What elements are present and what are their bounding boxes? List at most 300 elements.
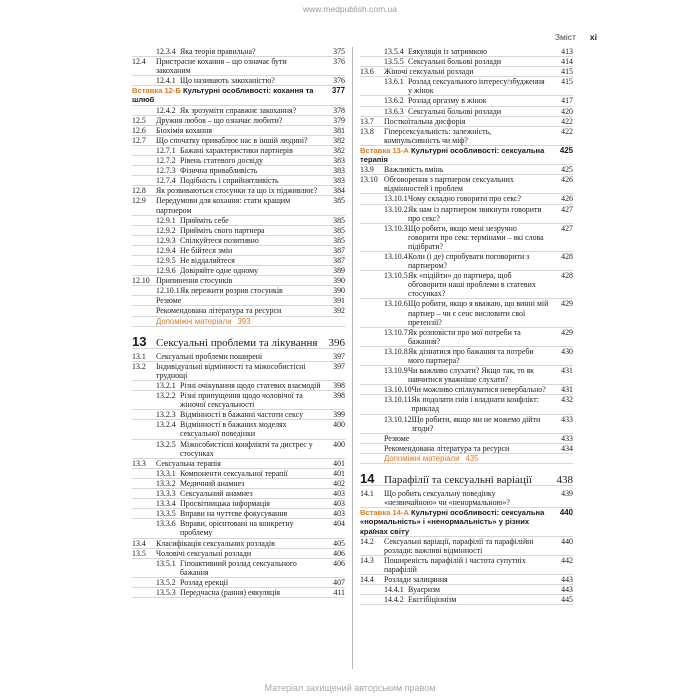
toc-title: Подібність і сприйнятливість: [180, 176, 279, 186]
toc-number: 14.4: [360, 574, 374, 584]
toc-page: 429: [561, 299, 573, 309]
toc-number: 13.10.6: [384, 299, 408, 309]
toc-page: 403: [333, 509, 345, 519]
toc-page: 384: [333, 186, 345, 196]
toc-page: 382: [333, 145, 345, 155]
toc-page: 422: [561, 116, 573, 126]
toc-title: Як розповісти про мої потреби та бажання?: [408, 327, 521, 346]
toc-page: 390: [333, 286, 345, 296]
toc-page: 431: [561, 385, 573, 395]
toc-title: Обговорення з партнером сексуальних відмінностей і проблем: [384, 175, 514, 194]
toc-number: 13.3.2: [156, 478, 176, 488]
toc-subsection: [132, 266, 345, 276]
toc-page: 422: [561, 126, 573, 136]
toc-number: 13.2: [132, 361, 146, 371]
toc-subsection: [132, 499, 345, 509]
toc-section: [132, 362, 345, 381]
toc-number: 12.4: [132, 57, 146, 67]
toc-subsection: [360, 77, 573, 96]
toc-number: 12.4.2: [156, 105, 176, 115]
toc-page: 391: [333, 296, 345, 306]
toc-page: 411: [333, 587, 345, 597]
toc-number: 13.10.8: [384, 346, 408, 356]
toc-page: 442: [561, 555, 573, 565]
toc-title: Відмінності в бажаних моделях сексуальної поведінки: [180, 420, 287, 439]
toc-title: Індивідуальні відмінності та міжособистісні труднощі: [156, 361, 306, 380]
chapter-heading: [132, 333, 345, 349]
toc-page: 445: [561, 595, 573, 605]
inset-title-text: Культурні особливості: сексуальна «нормальність» і «ненормальність» у різних країнах світу: [360, 508, 545, 536]
toc-number: 13.3: [132, 458, 146, 468]
toc-page: 403: [333, 489, 345, 499]
toc-subsection: [132, 106, 345, 116]
toc-number: 12.9.5: [156, 255, 176, 265]
toc-right-column: [360, 47, 573, 677]
toc-title: Як дізнатися про бажання та потреби мого партнера?: [408, 346, 534, 365]
toc-subsection: [360, 252, 573, 271]
toc-number: 13.4: [132, 538, 146, 548]
toc-page: 385: [333, 235, 345, 245]
toc-section: [132, 276, 345, 286]
toc-title: Сексуальні больові розлади: [408, 106, 502, 116]
toc-page: 401: [333, 458, 345, 468]
toc-number: 13.5.1: [156, 558, 176, 568]
toc-subsection: [132, 246, 345, 256]
toc-page: 383: [333, 156, 345, 166]
toc-subsection: [132, 469, 345, 479]
toc-subsection: [132, 236, 345, 246]
toc-title: Як «підійти» до партнера, щоб обговорити наші проблеми в статевих стосунках?: [408, 271, 536, 299]
toc-subsection: [360, 205, 573, 224]
toc-number: 13.10.3: [384, 223, 408, 233]
supplementary-label: [132, 317, 345, 326]
toc-page: 387: [333, 245, 345, 255]
toc-title: Посткоїтальна дисфорія: [384, 116, 466, 126]
toc-page: 433: [561, 414, 573, 424]
toc-title: Рекомендована література та ресурси: [384, 443, 510, 453]
toc-title: Медичний анамнез: [180, 478, 245, 488]
toc-section: [360, 127, 573, 146]
toc-title: Як нам із партнером звикнути говорити про секс?: [408, 204, 542, 223]
inset-title-text: Культурні особливості: сексуальна терапія: [360, 145, 545, 165]
toc-number: 12.9.6: [156, 266, 176, 276]
toc-number: 13.10.9: [384, 366, 408, 376]
toc-title: Що робити, якщо ми не можемо дійти згоди?: [411, 414, 541, 433]
toc-number: 12.9.2: [156, 225, 176, 235]
toc-page: 432: [561, 395, 573, 405]
toc-page: 389: [333, 266, 345, 276]
toc-subsection: [132, 76, 345, 86]
chapter-page: 438: [556, 474, 573, 487]
supplementary-title: Допоміжні матеріали: [156, 316, 232, 326]
toc-subsection: [132, 509, 345, 519]
toc-title: Як розвиваються стосунки та що їх підживлює?: [156, 186, 318, 196]
toc-subsection: [132, 559, 345, 578]
toc-page: 405: [333, 538, 345, 548]
toc-number: 13.10.10: [384, 385, 412, 395]
toc-title: Дружня любов – що означає любити?: [156, 115, 283, 125]
toc-title: Чоловічі сексуальні розлади: [156, 548, 252, 558]
toc-section: [132, 57, 345, 76]
toc-section: [132, 126, 345, 136]
toc-page: 390: [333, 276, 345, 286]
toc-page: 415: [561, 67, 573, 77]
toc-title: Просвітницька інформація: [180, 499, 270, 509]
toc-number: 13.2.3: [156, 410, 176, 420]
toc-number: 13.3.3: [156, 489, 176, 499]
toc-subsection: [360, 224, 573, 252]
toc-page: 400: [333, 439, 345, 449]
toc-title: Не бійтеся змін: [180, 245, 233, 255]
toc-page: 427: [561, 204, 573, 214]
toc-title: Міжособистісні конфлікти та дистрес у стосунках: [180, 439, 313, 458]
toc-number: 13.5.2: [156, 577, 176, 587]
toc-subsection: [132, 156, 345, 166]
toc-section: [360, 117, 573, 127]
toc-title: Не віддаляйтеся: [180, 255, 235, 265]
toc-page: 400: [333, 420, 345, 430]
supplementary-label: [360, 454, 573, 463]
toc-title: Сексуальна терапія: [156, 458, 221, 468]
toc-page: 402: [333, 478, 345, 488]
inset-title-text: Культурні особливості: кохання та шлюб: [132, 86, 314, 105]
toc-page: 439: [561, 489, 573, 499]
toc-page: 382: [333, 135, 345, 145]
toc-number: 12.5: [132, 115, 146, 125]
toc-page: 387: [333, 255, 345, 265]
toc-title: Розлад сексуального інтересу/збудження у жінок: [408, 77, 545, 96]
supplementary-page: 435: [465, 453, 479, 463]
toc-number: 12.4.1: [156, 76, 176, 86]
toc-entry-backmatter: [132, 306, 345, 316]
toc-number: 13.3.6: [156, 519, 176, 529]
toc-section: [132, 186, 345, 196]
toc-page: 425: [559, 145, 573, 155]
toc-page: 399: [333, 410, 345, 420]
supplementary-page: 393: [237, 316, 251, 326]
supplementary-materials: [132, 317, 345, 327]
toc-subsection: [360, 107, 573, 117]
toc-subsection: [360, 299, 573, 327]
toc-title: Сексуальний анамнез: [180, 489, 253, 499]
toc-title: Припинення стосунків: [156, 276, 233, 286]
toc-number: 13.2.2: [156, 391, 176, 401]
toc-subsection: [360, 96, 573, 106]
section-title: Зміст: [554, 32, 576, 42]
toc-number: 12.9.1: [156, 215, 176, 225]
toc-number: 12.9.3: [156, 235, 176, 245]
toc-number: 12.7.2: [156, 156, 176, 166]
toc-title: Рівень статевого досвіду: [180, 156, 263, 166]
toc-section: [360, 165, 573, 175]
toc-number: 12.7.4: [156, 176, 176, 186]
toc-page: 433: [561, 433, 573, 443]
toc-title: Передчасна (рання) еякуляція: [180, 587, 281, 597]
chapter-page: 396: [328, 336, 345, 349]
toc-number: 14.1: [360, 489, 374, 499]
running-header: [555, 32, 597, 42]
toc-subsection: [360, 366, 573, 385]
toc-title: Як зрозуміти справжнє закохання?: [180, 105, 297, 115]
toc-section: [360, 575, 573, 585]
toc-page: 440: [561, 536, 573, 546]
toc-number: 13.2.1: [156, 381, 176, 390]
toc-subsection: [132, 286, 345, 296]
chapter-number: 14: [360, 471, 375, 487]
toc-inset: [360, 146, 573, 165]
toc-section: [360, 489, 573, 508]
toc-number: 13.6.3: [384, 106, 404, 116]
toc-page: 385: [333, 196, 345, 206]
toc-section: [132, 539, 345, 549]
toc-section: [132, 116, 345, 126]
toc-subsection: [132, 176, 345, 186]
toc-number: 12.6: [132, 125, 146, 135]
toc-subsection: [360, 395, 573, 414]
toc-title: Прийміть свого партнера: [180, 225, 265, 235]
toc-inset: [360, 508, 573, 536]
toc-subsection: [132, 226, 345, 236]
supplementary-materials: [360, 454, 573, 464]
toc-page: 430: [561, 346, 573, 356]
toc-title: Компоненти сексуальної терапії: [180, 468, 288, 478]
toc-page: 420: [561, 106, 573, 116]
toc-title: Резюме: [156, 296, 182, 306]
toc-subsection: [360, 271, 573, 299]
toc-section: [360, 537, 573, 556]
toc-number: 13.3.1: [156, 468, 176, 478]
toc-subsection: [360, 415, 573, 434]
toc-title: Коли (і де) спробувати поговорити з партнером?: [408, 251, 530, 271]
toc-number: 12.7.3: [156, 166, 176, 176]
toc-subsection: [132, 391, 345, 410]
toc-page: 443: [561, 585, 573, 595]
inset-tag: Вставка 14-А: [360, 508, 409, 518]
toc-page: 415: [561, 77, 573, 87]
toc-subsection: [132, 588, 345, 598]
toc-title: Гіперсексуальність: залежність, компульсивність чи міф?: [384, 126, 492, 145]
toc-subsection: [132, 440, 345, 459]
toc-subsection: [360, 595, 573, 605]
toc-subsection: [132, 479, 345, 489]
toc-section: [132, 196, 345, 215]
toc-subsection: [132, 47, 345, 57]
toc-page: 398: [333, 391, 345, 401]
toc-title: Передумови для кохання: стати кращим партнером: [156, 196, 291, 215]
toc-number: 12.8: [132, 186, 146, 196]
toc-number: 13.10.4: [384, 251, 408, 261]
toc-entry-backmatter: [132, 296, 345, 306]
toc-title: Прийміть себе: [180, 215, 229, 225]
toc-page: 376: [333, 57, 345, 67]
toc-page: 381: [333, 125, 345, 135]
toc-subsection: [132, 410, 345, 420]
toc-section: [360, 556, 573, 575]
toc-number: 13.3.5: [156, 509, 176, 519]
toc-title: Розлад оргазму в жінок: [408, 96, 487, 106]
toc-title: Важливість вмінь: [384, 165, 444, 175]
toc-title: Спілкуйтеся позитивно: [180, 235, 259, 245]
toc-title: Розлади залицяння: [384, 574, 448, 584]
site-url: www.medpublish.com.ua: [302, 4, 397, 14]
toc-title: Сексуальні проблеми поширені: [156, 351, 263, 361]
toc-number: 13.6: [360, 67, 374, 77]
toc-number: 13.9: [360, 165, 374, 175]
toc-title: Ексгібіціонізм: [408, 595, 457, 605]
toc-subsection: [360, 57, 573, 67]
toc-title: Еякуляція із затримкою: [408, 47, 488, 56]
toc-subsection: [360, 328, 573, 347]
toc-page: 413: [561, 47, 573, 56]
toc-entry-backmatter: [360, 434, 573, 444]
toc-title: Вправи, орієнтовані на конкретну проблему: [180, 519, 294, 538]
toc-number: 13.7: [360, 116, 374, 126]
toc-page: 426: [561, 194, 573, 204]
toc-page: 425: [561, 165, 573, 175]
toc-page: 397: [333, 361, 345, 371]
toc-page: 427: [561, 223, 573, 233]
toc-subsection: [132, 146, 345, 156]
toc-page: 398: [333, 381, 345, 390]
toc-page: 428: [561, 251, 573, 261]
toc-title: Що робить сексуальну поведінку «незвичайною» чи «ненормальною»?: [384, 489, 510, 508]
toc-page: 385: [333, 225, 345, 235]
toc-subsection: [132, 216, 345, 226]
toc-subsection: [360, 347, 573, 366]
toc-subsection: [132, 166, 345, 176]
toc-title: Сексуальні больові розлади: [408, 57, 502, 67]
toc-title: Вуаєризм: [408, 585, 441, 595]
toc-section: [360, 175, 573, 194]
toc-number: 13.10.1: [384, 194, 408, 204]
toc-number: 13.3.4: [156, 499, 176, 509]
toc-number: 12.7.1: [156, 145, 176, 155]
toc-section: [132, 459, 345, 469]
toc-number: 14.4.2: [384, 595, 404, 605]
toc-page: 385: [333, 215, 345, 225]
toc-subsection: [132, 519, 345, 538]
toc-title: Відмінності в бажанні частоти сексу: [180, 410, 304, 420]
toc-title: Різні очікування щодо статевих взаємодій: [180, 381, 321, 390]
toc-page: 383: [333, 176, 345, 186]
toc-page: 428: [561, 271, 573, 281]
toc-subsection: [360, 585, 573, 595]
toc-subsection: [360, 385, 573, 395]
toc-inset: [132, 86, 345, 105]
toc-title: Резюме: [384, 433, 410, 443]
toc-page: 379: [333, 115, 345, 125]
toc-subsection: [132, 489, 345, 499]
toc-title: Як пережити розрив стосунків: [180, 286, 283, 296]
toc-page: 377: [331, 86, 345, 96]
toc-number: 12.3.4: [156, 47, 176, 56]
toc-number: 13.2.4: [156, 420, 176, 430]
toc-number: 12.9: [132, 196, 146, 206]
toc-title: Довіряйте одне одному: [180, 266, 259, 276]
inset-title: [132, 86, 325, 104]
toc-number: 13.2.5: [156, 439, 176, 449]
toc-number: 13.5.3: [156, 587, 176, 597]
toc-page: 403: [333, 499, 345, 509]
toc-title: Гіпоактивний розлад сексуального бажання: [180, 558, 297, 577]
toc-entry-backmatter: [360, 444, 573, 454]
toc-page: 376: [333, 76, 345, 86]
toc-page: 440: [559, 508, 573, 518]
toc-subsection: [132, 578, 345, 588]
toc-subsection: [132, 420, 345, 439]
toc-section: [132, 136, 345, 146]
toc-number: 12.10.1: [156, 286, 180, 296]
toc-section: [132, 549, 345, 559]
toc-page: 378: [333, 105, 345, 115]
toc-number: 12.9.4: [156, 245, 176, 255]
toc-page: 406: [333, 558, 345, 568]
toc-section: [132, 352, 345, 362]
toc-number: 13.10.7: [384, 327, 408, 337]
toc-number: 12.10: [132, 276, 150, 286]
toc-subsection: [360, 47, 573, 57]
toc-page: 431: [561, 366, 573, 376]
toc-title: Як подолати гнів і владнати конфлікт: приклад: [411, 395, 539, 414]
toc-number: 13.10: [360, 175, 378, 185]
toc-title: Що називають закоханістю?: [180, 76, 275, 86]
inset-title: [360, 146, 553, 164]
toc-title: Що спочатку приваблює нас в іншій людині?: [156, 135, 308, 145]
toc-page: 401: [333, 468, 345, 478]
inset-tag: Вставка 12-Б: [132, 86, 181, 96]
toc-page: 397: [333, 351, 345, 361]
toc-subsection: [132, 381, 345, 391]
inset-tag: Вставка 13-А: [360, 145, 409, 155]
toc-title: Бажані характеристики партнерів: [180, 145, 293, 155]
toc-title: Сексуальні варіації, парафілії та парафілійні розлади: важливі відмінності: [384, 536, 534, 555]
toc-number: 13.1: [132, 351, 146, 361]
copyright-footer: Матеріал захищений авторським правом: [264, 683, 436, 693]
toc-page: 417: [561, 96, 573, 106]
supplementary-title: Допоміжні матеріали: [384, 453, 460, 463]
toc-page: 407: [333, 577, 345, 587]
toc-page: 404: [333, 519, 345, 529]
toc-title: Різні припущення щодо чоловічої та жіночої сексуальності: [180, 391, 303, 410]
page-number: xi: [589, 32, 597, 42]
toc-number: 13.10.5: [384, 271, 408, 281]
toc-title: Чи важливо слухати? Якщо так, то як навчитися уважніше слухати?: [408, 366, 534, 385]
toc-page: 426: [561, 175, 573, 185]
toc-title: Яка теорія правильна?: [180, 47, 256, 56]
toc-number: 14.4.1: [384, 585, 404, 595]
toc-number: 13.5.5: [384, 57, 404, 67]
toc-title: Фізична привабливість: [180, 166, 258, 176]
toc-number: 14.2: [360, 536, 374, 546]
toc-title: Рекомендована література та ресурси: [156, 306, 282, 316]
toc-number: 13.5.4: [384, 47, 404, 56]
toc-page: 443: [561, 574, 573, 584]
toc-number: 13.10.11: [384, 395, 412, 405]
toc-subsection: [132, 256, 345, 266]
toc-section: [360, 67, 573, 77]
toc-number: 13.6.2: [384, 96, 404, 106]
toc-title: Поширеність парафілій і частота супутніх парафілій: [384, 555, 526, 574]
toc-number: 13.10.12: [384, 414, 412, 424]
chapter-number: 13: [132, 333, 147, 349]
toc-number: 12.7: [132, 135, 146, 145]
chapter-title: Парафілії та сексуальні варіації: [384, 474, 532, 487]
chapter-heading: [360, 471, 573, 487]
toc-title: Вправи на чуттєве фокусування: [180, 509, 288, 519]
toc-title: Що робити, якщо мені незручно говорити про секс термінами – які слова підібрати?: [408, 223, 544, 251]
toc-title: Чи можливо спілкуватися невербально?: [411, 385, 546, 395]
inset-title: [360, 508, 553, 535]
